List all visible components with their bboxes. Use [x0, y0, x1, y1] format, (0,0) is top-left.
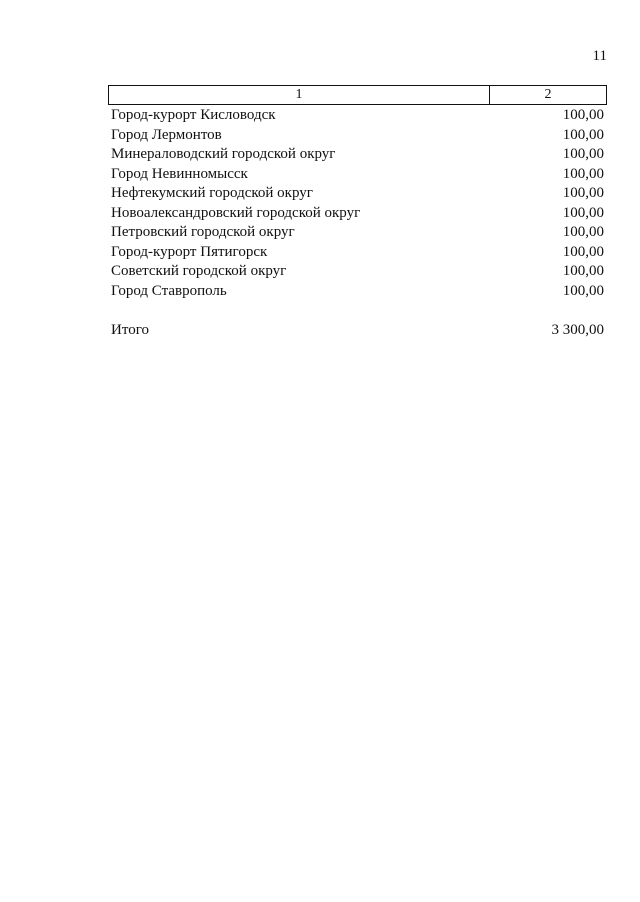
municipality-name: Новоалександровский городской округ — [111, 204, 361, 221]
amount-value: 100,00 — [562, 107, 604, 123]
total-label: Итого — [111, 322, 149, 338]
table-row — [108, 243, 606, 263]
municipality-name: Петровский городской округ — [111, 224, 295, 240]
table-row — [108, 126, 606, 146]
amount-value: 100,00 — [562, 224, 604, 240]
table-row — [108, 223, 606, 243]
table-row — [108, 204, 606, 224]
municipality-name: Город-курорт Пятигорск — [111, 243, 268, 260]
allocation-table — [108, 85, 606, 340]
table-row — [108, 282, 606, 302]
table-row — [108, 145, 606, 165]
amount-value: 100,00 — [562, 263, 604, 279]
municipality-name: Город-курорт Кисловодск — [111, 107, 276, 123]
total-row — [108, 320, 606, 340]
table-row — [108, 165, 606, 185]
table-row — [108, 184, 606, 204]
municipality-name: Город Невинномысск — [111, 165, 248, 182]
amount-value: 100,00 — [562, 243, 604, 260]
amount-value: 100,00 — [562, 146, 604, 162]
amount-value: 100,00 — [562, 204, 604, 221]
table-row — [108, 262, 606, 282]
amount-value: 100,00 — [562, 165, 604, 182]
municipality-name: Минераловодский городской округ — [111, 146, 336, 162]
municipality-name: Город Лермонтов — [111, 126, 222, 143]
municipality-name: Нефтекумский городской округ — [111, 185, 313, 201]
column-header-2: 2 — [490, 86, 607, 105]
table-header — [108, 85, 607, 105]
table-row — [108, 106, 606, 126]
column-header-1: 1 — [109, 86, 490, 105]
amount-value: 100,00 — [562, 185, 604, 201]
amount-value: 100,00 — [562, 282, 604, 299]
amount-value: 100,00 — [562, 126, 604, 143]
municipality-name: Город Ставрополь — [111, 282, 227, 299]
page-number: 11 — [592, 48, 607, 64]
municipality-name: Советский городской округ — [111, 263, 287, 279]
table-body — [108, 106, 606, 301]
total-value: 3 300,00 — [551, 322, 604, 338]
